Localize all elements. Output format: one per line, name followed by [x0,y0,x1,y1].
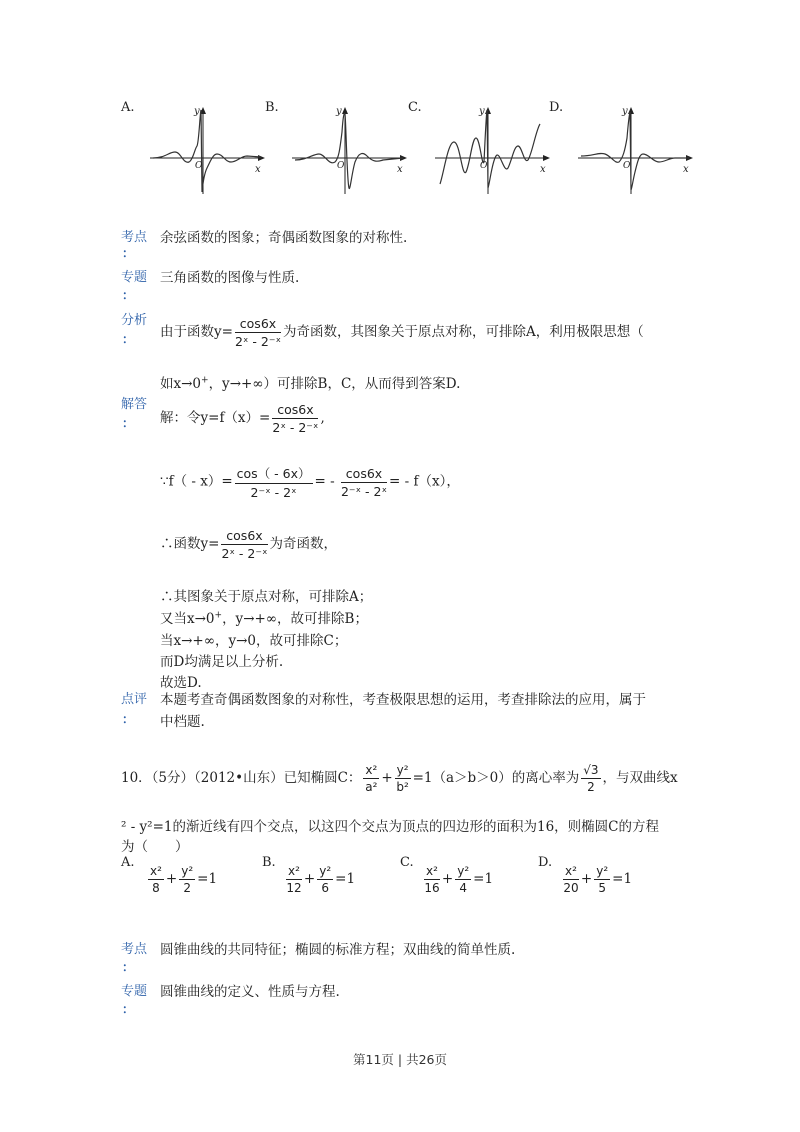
q9-line5 [160,607,368,627]
opt-den1: 20 [563,881,579,895]
opt-den1: 12 [286,881,302,895]
q9-zhuanti-text: 三角函数的图像与性质. [160,270,300,286]
q10-stem-a: 10．（5分）（2012•山东）已知椭圆C： [121,770,362,786]
q9-zhuanti-label: 专题 [121,270,148,285]
plus-sign: + [580,871,593,887]
opt-num2: y² [181,864,194,878]
graph-b [287,102,412,197]
frac-num: cos6x [235,316,281,333]
opt-num2: y² [596,864,609,878]
opt-y-term [455,864,471,895]
q10-stem-b: =1（a＞b＞0）的离心率为 [412,770,580,786]
frac-num: cos6x [341,466,387,483]
opt-den2: 6 [321,881,330,895]
opt-y-term [594,864,610,895]
q9-jieda-colon: ： [122,416,135,430]
graph-d-ylabel: y [622,106,628,117]
opt-eq: =1 [335,871,356,887]
frac-num: cos6x [221,528,267,545]
q9-fenxi-label: 分析 [121,313,148,328]
q9-fenxi-line2 [160,372,460,392]
q9-dianping-line1: 本题考查奇偶函数图象的对称性，考查极限思想的运用，考查排除法的应用，属于 [160,692,646,708]
opt-num2: y² [457,864,470,878]
q10-option-a-label: A. [121,855,135,870]
frac2-num: cos（ - 6x） [235,464,313,484]
graph-b-origin: O [337,161,345,171]
opt-eq: =1 [612,871,633,887]
opt-num2: y² [319,864,332,878]
frac-num: cos6x [272,402,318,419]
graph-d-origin: O [623,161,631,171]
fraction-cos6x [272,402,318,435]
frac-den: 2ˣ - 2⁻ˣ [221,546,268,561]
option-d-label: D. [549,100,564,115]
opt-x-term [424,864,440,895]
opt-y-term [179,864,195,895]
eccentricity-fraction [581,763,600,794]
line5-a: 又当x→0 [160,611,215,627]
graph-a-xlabel: x [255,164,261,175]
opt-y-term [317,864,333,895]
opt-eq: =1 [197,871,218,887]
q10-option-a [146,864,217,895]
q9-kaodian-label: 考点 [121,230,148,245]
step2-post: = - f（x）， [389,473,460,490]
opt-num1: x² [426,864,438,878]
opt-den1: 16 [424,881,440,895]
q10-option-b-label: B. [262,855,276,870]
graph-a-ylabel: y [194,106,200,117]
fraction-cos6x [341,466,387,499]
q10-zhuanti-colon: ： [122,1002,135,1016]
q10-zhuanti-label: 专题 [121,984,148,999]
ellipse-y-term [395,763,411,794]
q9-jieda-label: 解答 [121,397,148,412]
opt-den2: 5 [598,881,607,895]
line5-sup: + [214,610,223,621]
fenxi-line2-b: ，y→+∞）可排除B，C，从而得到答案D. [208,376,461,392]
opt-num1: x² [288,864,300,878]
q9-fenxi-line1 [160,316,644,349]
q9-kaodian-colon: ： [122,246,135,260]
q9-dianping-colon: ： [122,712,135,726]
graph-b-ylabel: y [336,106,342,117]
step3-post: 为奇函数， [269,536,338,552]
graph-d [573,102,698,197]
q10-zhuanti-text: 圆锥曲线的定义、性质与方程. [160,984,340,1000]
line5-b: ，y→+∞，故可排除B； [222,611,368,627]
q10-stem-line3: 为（ ） [121,839,189,855]
fenxi-post: 为奇函数，其图象关于原点对称，可排除A，利用极限思想（ [283,324,644,340]
plus-sign: + [303,871,316,887]
q10-stem-line1 [121,763,678,794]
option-c-label: C. [408,100,422,115]
graph-c-xlabel: x [540,164,546,175]
opt-den2: 4 [459,881,468,895]
graph-a-origin: O [195,161,203,171]
ellipse-den1: a² [365,780,378,794]
opt-x-term [286,864,302,895]
jieda-pre: 解：令y=f（x）= [160,410,271,426]
graph-d-xlabel: x [683,164,689,175]
frac2-den: 2⁻ˣ - 2ˣ [250,485,297,500]
q10-option-c-label: C. [400,855,414,870]
frac-den: 2ˣ - 2⁻ˣ [234,334,282,349]
q9-fenxi-colon: ： [122,332,135,346]
fraction-cos-neg6x [235,464,313,500]
plus-sign: + [381,770,393,786]
fenxi-pre: 由于函数y= [160,324,233,340]
q9-line7: 而D均满足以上分析. [160,654,284,670]
opt-den2: 2 [183,881,192,895]
step3-pre: ∴函数y= [160,536,220,552]
q9-dianping-line2: 中档题. [160,714,205,730]
option-b-label: B. [265,100,279,115]
q10-stem-line2: ² - y²=1的渐近线有四个交点，以这四个交点为顶点的四边形的面积为16，则椭圆C的方程 [121,819,660,835]
q10-kaodian-text: 圆锥曲线的共同特征；椭圆的标准方程；双曲线的简单性质. [160,942,516,958]
ellipse-num2: y² [396,763,409,777]
graph-c-origin: O [480,161,488,171]
opt-eq: =1 [473,871,494,887]
graph-c [430,102,555,197]
fenxi-line2-a: 如x→0 [160,376,202,392]
q9-line6: 当x→+∞，y→0，故可排除C； [160,633,348,649]
frac-den: 2ˣ - 2⁻ˣ [272,420,319,435]
fraction-cos6x [221,528,267,561]
q9-line8: 故选D. [160,675,202,691]
fenxi-line2-sup: + [201,375,209,386]
option-a-label: A. [121,100,135,115]
q10-kaodian-label: 考点 [121,942,148,957]
plus-sign: + [441,871,454,887]
q9-step2 [160,464,460,500]
ellipse-den2: b² [396,780,409,794]
opt-x-term [563,864,579,895]
q9-step3 [160,528,337,561]
q10-option-d [561,864,632,895]
opt-num1: x² [565,864,577,878]
step2-pre: ∵f（ - x）= [160,473,233,490]
frac-den: 2⁻ˣ - 2ˣ [340,483,388,499]
q10-option-c [422,864,493,895]
plus-sign: + [165,871,178,887]
q10-option-b [284,864,355,895]
q10-stem-c: ，与双曲线x [602,770,678,786]
q9-jieda-line1 [160,402,325,435]
graph-c-ylabel: y [479,106,485,117]
step2-mid: = - [314,473,339,490]
q9-line4: ∴其图象关于原点对称，可排除A； [160,589,373,605]
q10-option-d-label: D. [538,855,553,870]
ellipse-x-term [363,763,379,794]
opt-den1: 8 [152,881,160,895]
opt-x-term [148,864,164,895]
q10-kaodian-colon: ： [122,960,135,974]
jieda-post: , [320,410,325,426]
q9-zhuanti-colon: ： [122,288,135,302]
q9-kaodian-text: 余弦函数的图象；奇偶函数图象的对称性. [160,230,408,246]
ecc-den: 2 [587,780,595,794]
q9-dianping-label: 点评 [121,692,148,707]
graph-a [145,102,270,197]
opt-num1: x² [150,864,162,878]
ellipse-num1: x² [365,763,378,777]
fraction-cos6x [235,316,281,349]
ecc-num: √3 [583,763,599,777]
page-footer: 第11页 | 共26页 [353,1052,447,1067]
graph-b-xlabel: x [397,164,403,175]
